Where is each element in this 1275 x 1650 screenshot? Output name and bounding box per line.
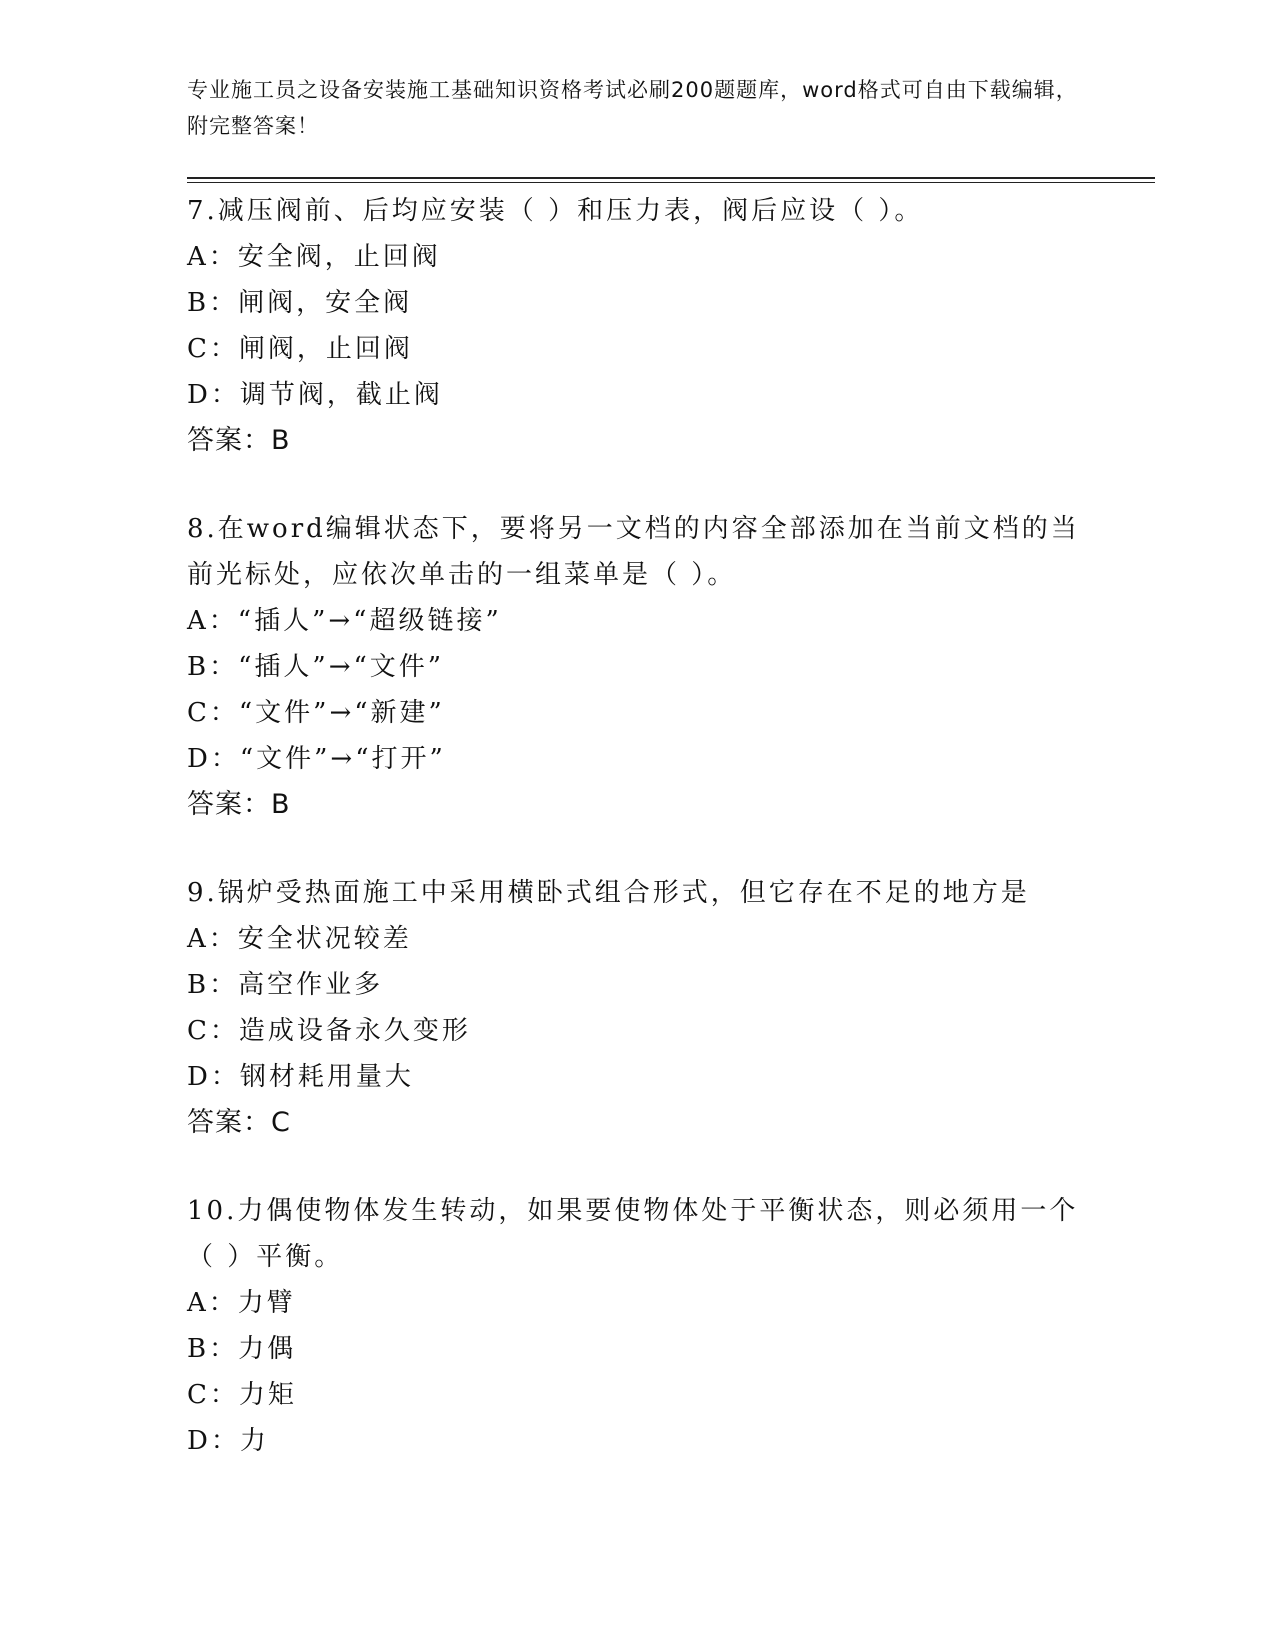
option-a: A：安全阀，止回阀 <box>187 242 441 272</box>
option-d: D：调节阀，截止阀 <box>187 380 443 410</box>
option-b: B：力偶 <box>187 1334 297 1364</box>
question-text: 8.在word编辑状态下，要将另一文档的内容全部添加在当前文档的当前光标处，应依次单击的一组菜单是（ ）。 <box>187 514 1080 590</box>
option-a: A：安全状况较差 <box>187 924 412 954</box>
question-text: 7.减压阀前、后均应安装（ ）和压力表，阀后应设（ ）。 <box>187 196 924 226</box>
question-9 <box>187 870 1087 1146</box>
question-text: 9.锅炉受热面施工中采用横卧式组合形式，但它存在不足的地方是 <box>187 878 1030 908</box>
option-d: D：力 <box>187 1426 269 1456</box>
question-8 <box>187 506 1087 828</box>
option-c: C：“文件”→“新建” <box>187 698 445 728</box>
answer-line: 答案：B <box>187 789 291 820</box>
option-a: A：“插人”→“超级链接” <box>187 606 502 636</box>
document-header: 专业施工员之设备安装施工基础知识资格考试必刷200题题库，word格式可自由下载编辑，附完整答案！ <box>187 78 1078 138</box>
question-list <box>187 188 1087 1506</box>
header-divider-thick <box>187 177 1155 179</box>
option-c: C：闸阀，止回阀 <box>187 334 413 364</box>
question-7 <box>187 188 1087 464</box>
option-b: B：“插人”→“文件” <box>187 652 445 682</box>
option-d: D：“文件”→“打开” <box>187 744 446 774</box>
question-10 <box>187 1188 1087 1464</box>
answer-line: 答案：B <box>187 425 291 456</box>
option-b: B：高空作业多 <box>187 970 384 1000</box>
option-b: B：闸阀，安全阀 <box>187 288 413 318</box>
question-text: 10.力偶使物体发生转动，如果要使物体处于平衡状态，则必须用一个（ ）平衡。 <box>187 1196 1079 1272</box>
header-divider-thin <box>187 182 1155 183</box>
option-a: A：力臂 <box>187 1288 296 1318</box>
option-d: D：钢材耗用量大 <box>187 1062 414 1092</box>
answer-line: 答案：C <box>187 1107 291 1138</box>
option-c: C：造成设备永久变形 <box>187 1016 471 1046</box>
option-c: C：力矩 <box>187 1380 297 1410</box>
